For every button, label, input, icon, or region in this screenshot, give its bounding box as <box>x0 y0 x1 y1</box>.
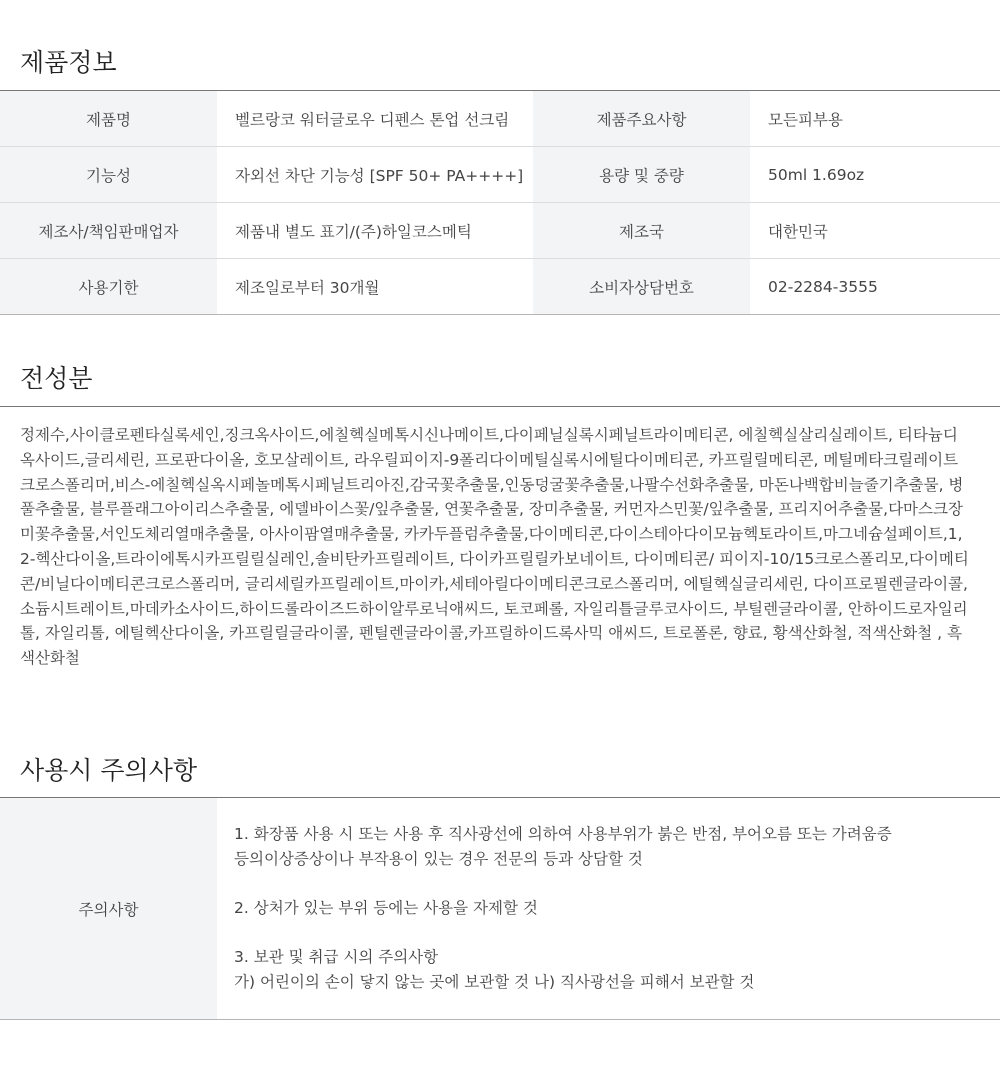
table-row <box>0 147 1000 203</box>
product-info-table <box>0 90 1000 315</box>
info-value: 벨르랑코 워터글로우 디펜스 톤업 선크림 <box>217 91 533 147</box>
cautions-title: 사용시 주의사항 <box>20 756 197 785</box>
info-value: 모든피부용 <box>750 91 1000 147</box>
info-label: 제품명 <box>0 91 217 147</box>
caution-text: 1. 화장품 사용 시 또는 사용 후 직사광선에 의하여 사용부위가 붉은 반점, 부어오름 또는 가려움증 <box>234 825 892 843</box>
info-label: 사용기한 <box>0 259 217 315</box>
table-row <box>0 203 1000 259</box>
caution-text: 2. 상처가 있는 부위 등에는 사용을 자제할 것 <box>234 899 538 917</box>
info-label: 용량 및 중량 <box>533 147 750 203</box>
info-label: 소비자상담번호 <box>533 259 750 315</box>
info-value: 자외선 차단 기능성 [SPF 50+ PA++++] <box>217 147 533 203</box>
table-row <box>0 91 1000 147</box>
cautions-label: 주의사항 <box>0 798 217 1019</box>
ingredients-section <box>0 406 1000 702</box>
table-row <box>0 259 1000 315</box>
caution-text: 가) 어린이의 손이 닿지 않는 곳에 보관할 것 나) 직사광선을 피해서 보관할 것 <box>234 973 755 991</box>
info-label: 제조사/책임판매업자 <box>0 203 217 259</box>
product-info-title: 제품정보 <box>20 48 117 77</box>
ingredients-text: 정제수,사이클로펜타실록세인,징크옥사이드,에칠헥실메톡시신나메이트,다이페닐실록시페닐트라이메티콘, 에칠헥실살리실레이트, 티타늄디옥사이드,글리세린, 프로판다이올, 호모살레이트, 라우릴피이지-9폴리다이메틸실록시에틸다이메티콘, 카프릴릴메티콘, 메틸메타크릴레이트크로스폴리머,비스-에칠헥실옥시페놀메톡시페닐트리아진,감국꽃추출물,인동덩굴꽃추출물,나팔수선화추출물, 마돈나백합비늘줄기추출물, 병풀추출물, 블루플래그아이리스추출물, 에델바이스꽃/잎추출물, 연꽃추출물, 장미추출물, 커먼자스민꽃/잎추출물, 프리지어추출물,다마스크장미꽃추출물,서인도체리열매추출물, 아사이팜열매추출물, 카카두플럼추출물,다이메티콘,다이스테아다이모늄헥토라이트,마그네슘설페이트,1,2-헥산다이올,트라이에톡시카프릴릴실레인,솔비탄카프릴레이트, 다이카프릴릴카보네이트, 다이메티콘/ 피이지-10/15크로스폴리모,다이메티콘/비닐다이메티콘크로스폴리머, 글리세릴카프릴레이트,마이카,세테아릴다이메티콘크로스폴리머, 에틸헥실글리세린, 다이프로필렌글라이콜, 소듐시트레이트,마데카소사이드,하이드롤라이즈드하이알루로닉애씨드, 토코페롤, 자일리틀글루코사이드, 부틸렌글라이콜, 안하이드로자일리톨, 자일리톨, 에틸헥산다이올, 카프릴릴글라이콜, 펜틸렌글라이콜,카프릴하이드록사믹 애씨드, 트로폴론, 향료, 황색산화철, 적색산화철 , 흑색산화철 <box>20 426 969 668</box>
ingredients-title: 전성분 <box>20 364 93 393</box>
caution-item <box>234 822 1000 872</box>
caution-item <box>234 945 1000 995</box>
caution-item <box>234 896 1000 921</box>
info-label: 기능성 <box>0 147 217 203</box>
info-value: 50ml 1.69oz <box>750 147 1000 203</box>
caution-text: 등의이상증상이나 부작용이 있는 경우 전문의 등과 상담할 것 <box>234 850 643 868</box>
info-value: 02-2284-3555 <box>750 259 1000 315</box>
cautions-section <box>0 797 1000 1020</box>
caution-text: 3. 보관 및 취급 시의 주의사항 <box>234 948 439 966</box>
cautions-body <box>217 798 1000 1019</box>
info-label: 제품주요사항 <box>533 91 750 147</box>
info-value: 제조일로부터 30개월 <box>217 259 533 315</box>
info-label: 제조국 <box>533 203 750 259</box>
info-value: 대한민국 <box>750 203 1000 259</box>
info-value: 제품내 별도 표기/(주)하일코스메틱 <box>217 203 533 259</box>
